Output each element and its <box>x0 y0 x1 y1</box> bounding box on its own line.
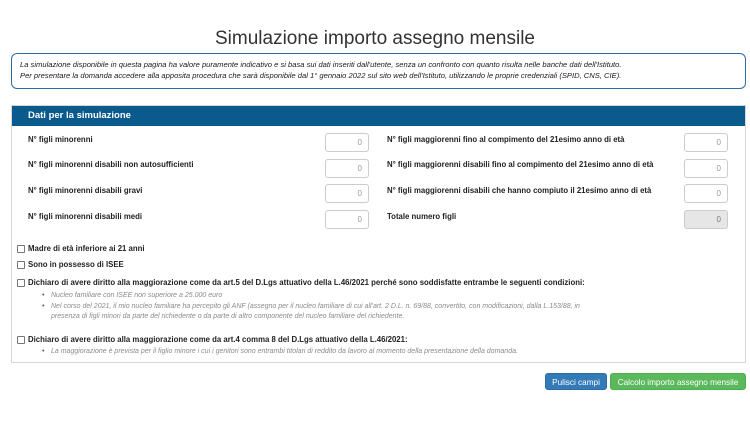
input-totale-figli <box>684 210 728 229</box>
info-line-2: Per presentare la domanda accedere alla apposita procedura che sarà disponibile dal 1° gennaio 2022 sul sito web dell'Istituto, utilizzando le proprie credenziali (SPID, CNS, CIE). <box>20 71 622 80</box>
input-figli-maggiorenni-disabili[interactable] <box>684 159 728 178</box>
check-row-art4[interactable] <box>17 335 408 344</box>
input-figli-minorenni[interactable] <box>325 133 369 152</box>
art5-bullet-anf: • Nel corso del 2021, il mio nucleo familiare ha percepito gli ANF (assegno per il nucleo familiare di cui all'art. 2 D.L. n. 69/88, convertito, con modificazioni, dalla L.153/88, in <box>42 302 580 313</box>
input-figli-minorenni-medi[interactable] <box>325 210 369 229</box>
art4-bullet: • La maggiorazione è prevista per il figlio minore i cui i genitori sono entrambi titolari di reddito da lavoro al momento della presentazione della domanda. <box>42 347 518 358</box>
simulation-panel <box>11 105 746 363</box>
label-figli-maggiorenni-disabili-21: N° figli maggiorenni disabili che hanno compiuto il 21esimo anno di età <box>387 186 652 195</box>
check-row-isee[interactable] <box>17 260 124 269</box>
input-figli-maggiorenni-disabili-21[interactable] <box>684 184 728 203</box>
check-label-madre: Madre di età inferiore ai 21 anni <box>28 244 145 253</box>
input-figli-minorenni-gravi[interactable] <box>325 184 369 203</box>
reset-button[interactable]: Pulisci campi <box>545 373 607 390</box>
art5-conditions <box>42 291 580 323</box>
label-figli-minorenni-medi: N° figli minorenni disabili medi <box>28 212 143 221</box>
check-row-art5[interactable] <box>17 278 585 287</box>
calculate-button[interactable]: Calcolo importo assegno mensile <box>610 373 746 390</box>
page-title: Simulazione importo assegno mensile <box>215 28 535 49</box>
check-label-art5: Dichiaro di avere diritto alla maggiorazione come da art.5 del D.Lgs attuativo della L.46/2021 perché sono soddisfatte entrambe le seguenti condizioni: <box>28 278 585 287</box>
label-figli-minorenni-non-autosufficienti: N° figli minorenni disabili non autosufficienti <box>28 160 194 169</box>
label-totale-figli: Totale numero figli <box>387 212 457 221</box>
panel-header: Dati per la simulazione <box>12 106 745 126</box>
art5-bullet-isee: • Nucleo familiare con ISEE non superiore a 25.000 euro <box>42 291 580 302</box>
input-figli-minorenni-non-autosufficienti[interactable] <box>325 159 369 178</box>
info-box <box>11 53 746 89</box>
label-figli-minorenni-gravi: N° figli minorenni disabili gravi <box>28 186 143 195</box>
checkbox-art5[interactable] <box>17 279 25 287</box>
label-figli-minorenni: N° figli minorenni <box>28 135 93 144</box>
checkbox-isee[interactable] <box>17 261 25 269</box>
check-label-isee: Sono in possesso di ISEE <box>28 260 124 269</box>
checkbox-madre[interactable] <box>17 245 25 253</box>
checkbox-art4[interactable] <box>17 336 25 344</box>
check-label-art4: Dichiaro di avere diritto alla maggiorazione come da art.4 comma 8 del D.Lgs attuativo della L.46/2021: <box>28 335 408 344</box>
info-line-1: La simulazione disponibile in questa pagina ha valore puramente indicativo e si basa sui dati inseriti dall'utente, senza un confronto con quanto risulta nelle banche dati dell'Istituto. <box>20 60 622 69</box>
label-figli-maggiorenni-disabili: N° figli maggiorenni disabili fino al compimento del 21esimo anno di età <box>387 160 654 169</box>
check-row-madre[interactable] <box>17 244 145 253</box>
art5-bullet-anf-continued: presenza di figli minori da parte del richiedente o da parte di altro componente del nucleo familiare del richiedente. <box>51 313 405 320</box>
art4-conditions <box>42 347 518 358</box>
input-figli-maggiorenni[interactable] <box>684 133 728 152</box>
label-figli-maggiorenni: N° figli maggiorenni fino al compimento del 21esimo anno di età <box>387 135 625 144</box>
